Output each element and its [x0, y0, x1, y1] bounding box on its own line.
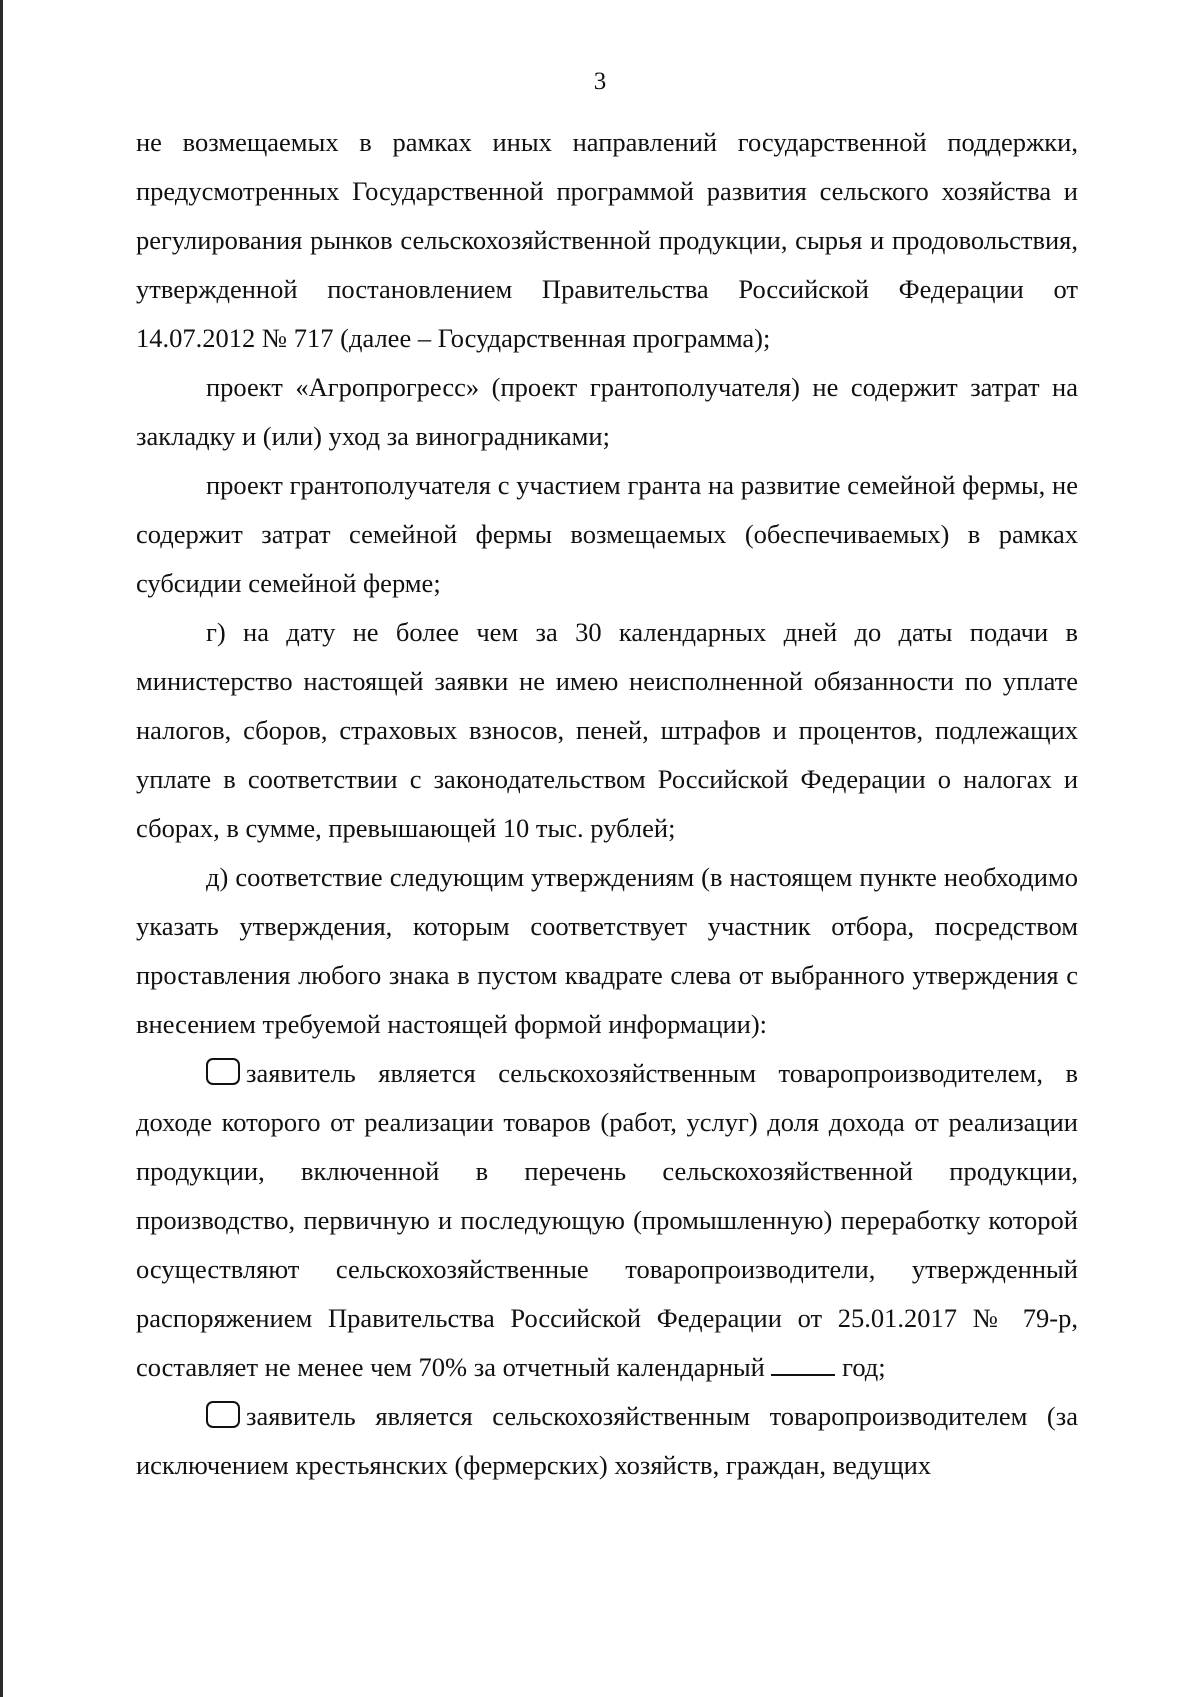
option-checkbox[interactable] — [206, 1401, 240, 1428]
paragraph-item-d: д) соответствие следующим утверждениям (в настоящем пункте необходимо указать утверждения, которым соответствует участник отбора, посредством проставления любого знака в пустом квадрате слева от выбранного утверждения с внесением требуемой настоящей формой информации): — [136, 862, 1078, 1039]
year-blank-field[interactable] — [771, 1352, 835, 1376]
paragraph-agroprogress: проект «Агропрогресс» (проект грантополучателя) не содержит затрат на закладку и (или) уход за виноградниками; — [136, 372, 1078, 451]
scan-edge — [0, 0, 3, 1697]
page-number: 3 — [593, 68, 607, 95]
document-body — [136, 118, 1078, 1490]
option-item-producer-exclusions — [136, 1392, 1078, 1490]
paragraph-family-farm: проект грантополучателя с участием гранта на развитие семейной фермы, не содержит затрат семейной фермы возмещаемых (обеспечиваемых) в рамках субсидии семейной ферме; — [136, 470, 1078, 598]
option-text-end: год; — [842, 1352, 886, 1382]
option-text: заявитель является сельскохозяйственным товаропроизводителем (за исключением крестьянских (фермерских) хозяйств, граждан, ведущих — [136, 1401, 1078, 1480]
option-checkbox[interactable] — [206, 1058, 240, 1085]
paragraph-item-g: г) на дату не более чем за 30 календарных дней до даты подачи в министерство настоящей заявки не имею неисполненной обязанности по уплате налогов, сборов, страховых взносов, пеней, штрафов и процентов, подлежащих уплате в соответствии с законодательством Российской Федерации о налогах и сборах, в сумме, превышающей 10 тыс. рублей; — [136, 617, 1078, 843]
option-text: заявитель является сельскохозяйственным товаропроизводителем, в доходе которого от реализации товаров (работ, услуг) доля дохода от реализации продукции, включенной в перечень сельскохозяйственной продукции, производство, первичную и последующую (промышленную) переработку которой осуществляют сельскохозяйственные товаропроизводители, утвержденный распоряжением Правительства Российской Федерации от 25.01.2017 № 79-р, составляет не менее чем 70% за отчетный календарный — [136, 1058, 1078, 1382]
option-item-income-share — [136, 1049, 1078, 1392]
paragraph-continuation: не возмещаемых в рамках иных направлений государственной поддержки, предусмотренных Государственной программой развития сельского хозяйства и регулирования рынков сельскохозяйственной продукции, сырья и продовольствия, утвержденной постановлением Правительства Российской Федерации от 14.07.2012 № 717 (далее – Государственная программа); — [136, 127, 1078, 353]
